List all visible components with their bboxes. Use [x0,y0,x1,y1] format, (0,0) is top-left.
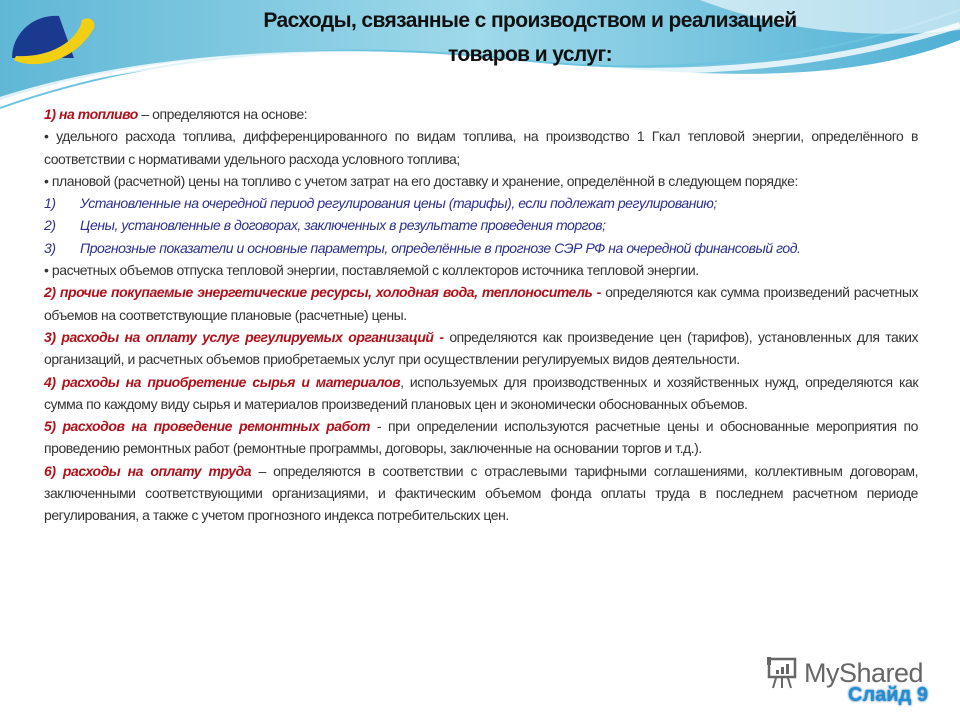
section-heading: 2) прочие покупаемые энергетические ресурсы, холодная вода, теплоноситель - [44,284,601,301]
section-text: – определяются на основе: [137,106,308,122]
slide-title [180,4,880,72]
list-text: Цены, установленные в договорах, заключенных в результате проведения торгов; [80,217,606,234]
list-item [44,192,918,214]
section-paragraph [44,460,918,527]
presentation-board-icon [766,656,798,690]
list-number: 2) [44,217,56,234]
section-text: определяются как произведение цен (тарифов), установленных для таких организаций, и расчетных объемов приобретаемых услуг при осуществлении регулируемых видов деятельности. [44,328,918,368]
bullet-item: • расчетных объемов отпуска тепловой энергии, поставляемой с коллекторов источника тепловой энергии. [44,262,699,279]
section-paragraph [44,415,918,460]
section-heading: 4) расходы на приобретение сырья и материалов [44,373,401,390]
brand-name: MyShared [804,657,924,688]
bullet-item: • удельного расхода топлива, дифференцированного по видам топлива, на производство 1 Гкал тепловой энергии, определённого в соответствии с нормативами удельного расхода условного топлива; [44,128,918,167]
section-paragraph [44,371,918,416]
list-number: 1) [44,195,56,212]
section-text: определяются как сумма произведений расчетных объемов на соответствующие плановые (расчетные) цены. [44,284,918,323]
section-heading: 3) расходы на оплату услуг регулируемых организаций - [44,328,444,345]
section-text: , используемых для производственных и хозяйственных нужд, определяются как сумма по каждому виду сырья и материалов произведений плановых цен и экономически обоснованных объемов. [44,373,919,412]
section-paragraph [44,326,918,371]
section-heading: 1) на топливо [44,106,138,122]
logo-icon [4,8,104,68]
slide-content [44,103,918,527]
section-heading: 5) расходов на проведение ремонтных работ [44,418,370,435]
list-text: Установленные на очередной период регулирования цены (тарифы), если подлежат регулированию; [80,195,717,212]
section-text: – определяются в соответствии с отраслевыми тарифными соглашениями, коллективным договорам, заключенными соответствующими организациями, и фактическим объемом фонда оплаты труда в последнем расчетном периоде регулирования, а также с учетом прогнозного индекса потребительских цен. [44,462,919,524]
slide-number: Слайд 9 [848,684,928,706]
title-line-2: товаров и услуг: [447,43,612,66]
section-heading: 6) расходы на оплату труда [44,462,252,479]
section-text: - при определении используются расчетные цены и обоснованные мероприятия по проведению ремонтных работ (ремонтные программы, договоры, заключенные на основании торгов и т.д.). [44,418,918,457]
list-item [44,214,918,236]
title-line-1: Расходы, связанные с производством и реализацией [263,9,797,32]
list-text: Прогнозные показатели и основные параметры, определённые в прогнозе СЭР РФ на очередной финансовый год. [80,239,801,256]
section-fuel-heading [44,103,918,125]
section-paragraph [44,281,918,326]
list-item [44,237,918,259]
list-number: 3) [44,239,56,256]
bullet-item: • плановой (расчетной) цены на топливо с учетом затрат на его доставку и хранение, определённой в следующем порядке: [44,172,798,189]
numbered-list [44,192,918,259]
